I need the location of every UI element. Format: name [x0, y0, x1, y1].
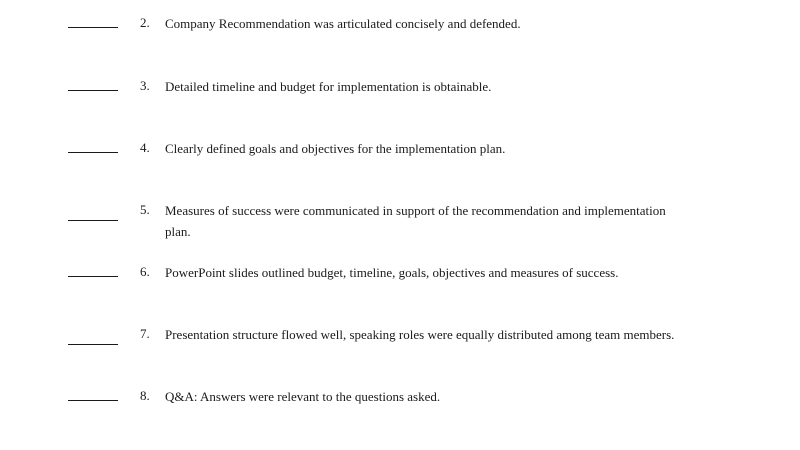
item-number-6: 6. [140, 264, 150, 279]
score-blank-3[interactable] [68, 90, 118, 91]
item-number-2: 2. [140, 15, 150, 30]
score-blank-6[interactable] [68, 276, 118, 277]
item-text-3: Detailed timeline and budget for implementation is obtainable. [165, 79, 492, 94]
score-blank-5[interactable] [68, 220, 118, 221]
score-blank-7[interactable] [68, 344, 118, 345]
item-text-5: Measures of success were communicated in support of the recommendation and implementation plan. [165, 203, 666, 239]
item-text-2: Company Recommendation was articulated concisely and defended. [165, 16, 521, 31]
item-text-7: Presentation structure flowed well, speaking roles were equally distributed among team members. [165, 327, 675, 342]
item-text-8: Q&A: Answers were relevant to the questions asked. [165, 389, 441, 404]
item-number-4: 4. [140, 140, 150, 155]
item-number-7: 7. [140, 326, 150, 341]
item-text-6: PowerPoint slides outlined budget, timeline, goals, objectives and measures of success. [165, 265, 619, 280]
item-number-3: 3. [140, 78, 150, 93]
score-blank-4[interactable] [68, 152, 118, 153]
score-blank-2[interactable] [68, 27, 118, 28]
item-text-4: Clearly defined goals and objectives for the implementation plan. [165, 141, 506, 156]
score-blank-8[interactable] [68, 400, 118, 401]
item-number-8: 8. [140, 388, 150, 403]
item-number-5: 5. [140, 202, 150, 217]
